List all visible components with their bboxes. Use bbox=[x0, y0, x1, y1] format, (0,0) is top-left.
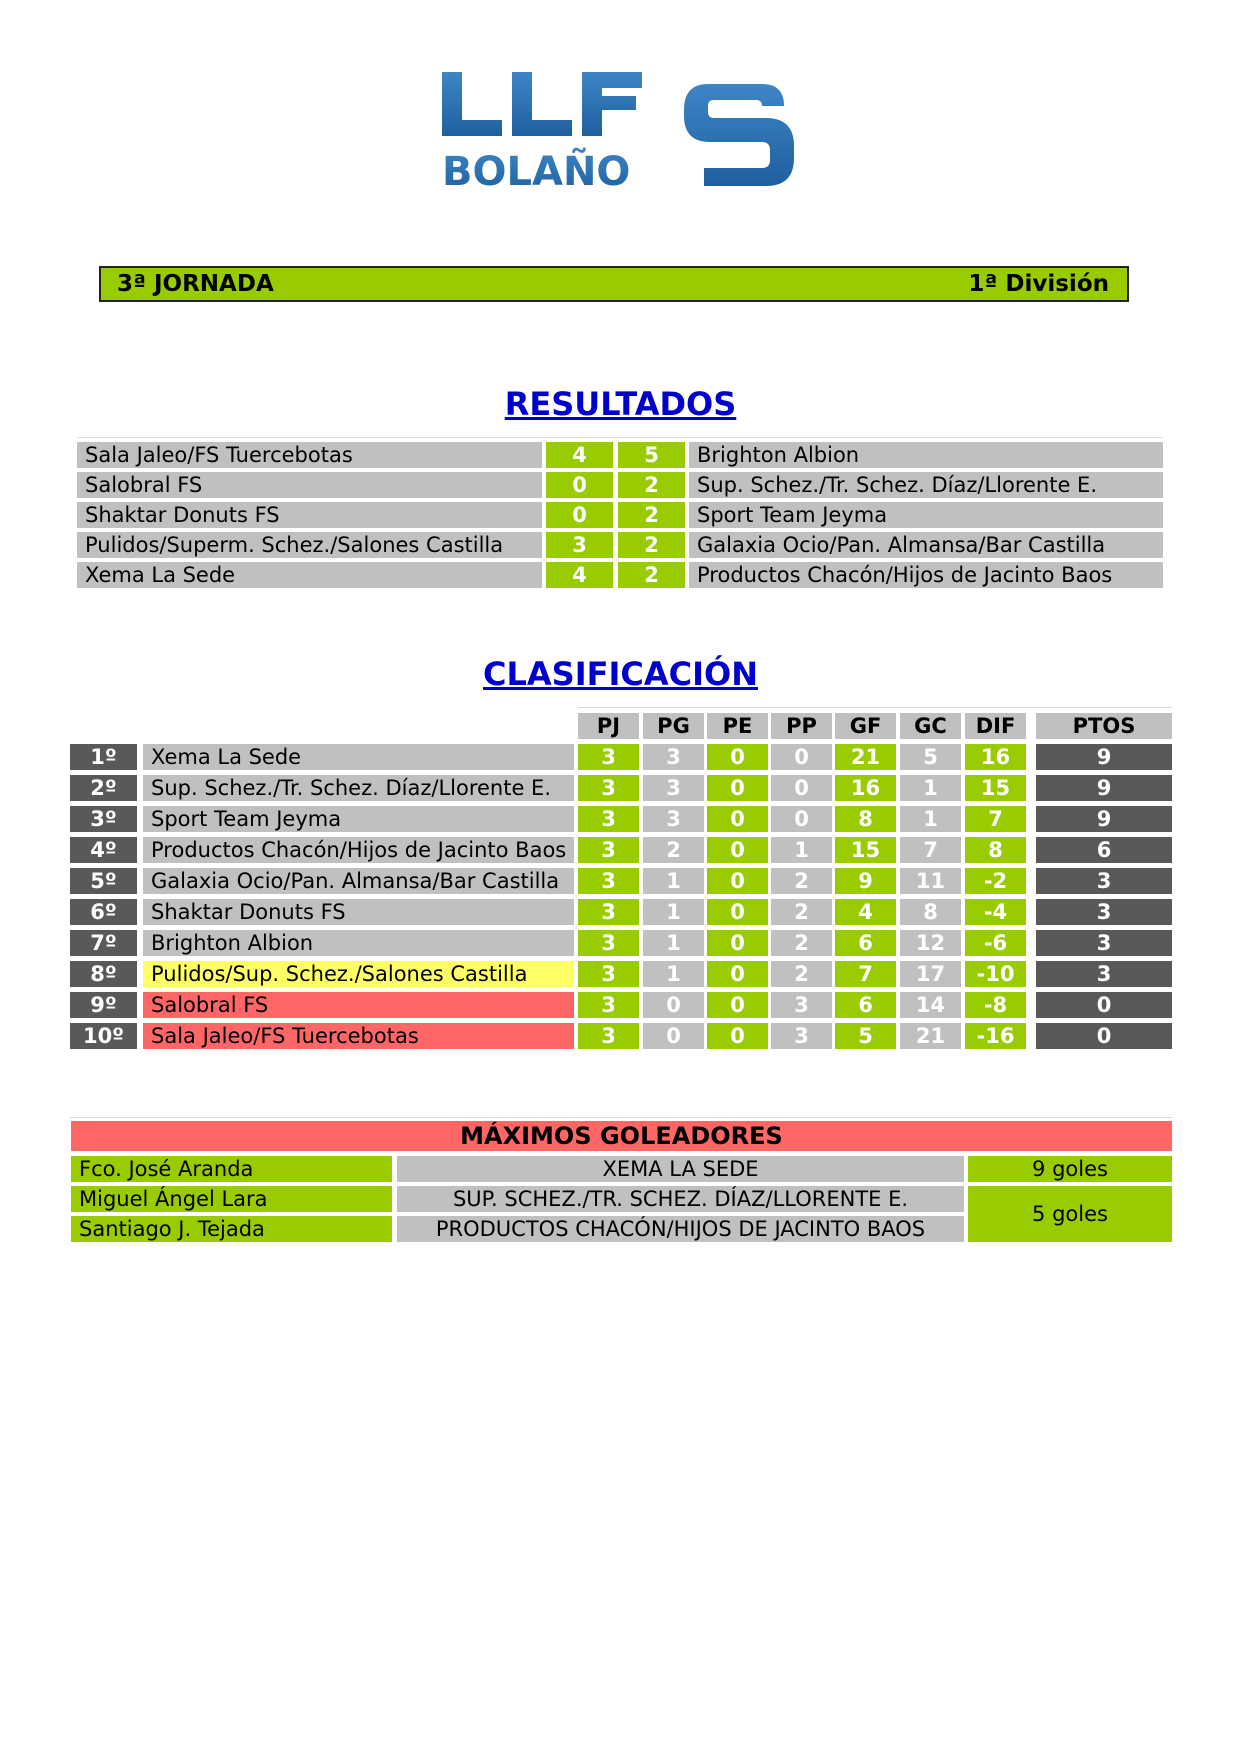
standing-pj: 3 bbox=[578, 1023, 639, 1049]
standing-pe: 0 bbox=[707, 899, 768, 925]
scorer-team: PRODUCTOS CHACÓN/HIJOS DE JACINTO BAOS bbox=[397, 1216, 964, 1242]
standing-pp: 2 bbox=[771, 961, 832, 987]
standing-dif: 16 bbox=[965, 744, 1026, 770]
standing-dif: 8 bbox=[965, 837, 1026, 863]
standing-dif: -6 bbox=[965, 930, 1026, 956]
standing-team: Pulidos/Sup. Schez./Salones Castilla bbox=[143, 961, 574, 987]
standing-pj: 3 bbox=[578, 961, 639, 987]
logo-subtitle: BOLAÑO bbox=[442, 149, 631, 190]
round-header-bar bbox=[99, 266, 1129, 302]
standing-pp: 0 bbox=[771, 775, 832, 801]
scorer-name: Miguel Ángel Lara bbox=[71, 1186, 392, 1212]
standing-pe: 0 bbox=[707, 806, 768, 832]
standing-position: 10º bbox=[70, 1023, 137, 1049]
standing-gf: 5 bbox=[835, 1023, 896, 1049]
scorer-goals: 9 goles bbox=[968, 1156, 1172, 1182]
standing-pj: 3 bbox=[578, 744, 639, 770]
standing-gc: 1 bbox=[900, 775, 961, 801]
standing-ptos: 3 bbox=[1036, 961, 1172, 987]
standing-pe: 0 bbox=[707, 837, 768, 863]
results-top-line bbox=[77, 437, 1163, 438]
standing-team: Sala Jaleo/FS Tuercebotas bbox=[143, 1023, 574, 1049]
standing-pg: 1 bbox=[643, 961, 704, 987]
standing-pe: 0 bbox=[707, 744, 768, 770]
standing-pg: 3 bbox=[643, 744, 704, 770]
scorer-team: SUP. SCHEZ./TR. SCHEZ. DÍAZ/LLORENTE E. bbox=[397, 1186, 964, 1212]
standing-pp: 3 bbox=[771, 992, 832, 1018]
standing-pj: 3 bbox=[578, 775, 639, 801]
standing-dif: 15 bbox=[965, 775, 1026, 801]
standing-ptos: 6 bbox=[1036, 837, 1172, 863]
column-header-dif: DIF bbox=[965, 713, 1026, 739]
standing-pp: 0 bbox=[771, 744, 832, 770]
result-away-team: Galaxia Ocio/Pan. Almansa/Bar Castilla bbox=[689, 532, 1163, 558]
standing-gf: 7 bbox=[835, 961, 896, 987]
scorers-title: MÁXIMOS GOLEADORES bbox=[71, 1121, 1172, 1151]
standing-gf: 6 bbox=[835, 992, 896, 1018]
standing-ptos: 3 bbox=[1036, 930, 1172, 956]
standing-position: 5º bbox=[70, 868, 137, 894]
standing-pg: 3 bbox=[643, 806, 704, 832]
standing-pj: 3 bbox=[578, 868, 639, 894]
standing-gf: 21 bbox=[835, 744, 896, 770]
standing-position: 9º bbox=[70, 992, 137, 1018]
result-away-goals: 5 bbox=[618, 442, 685, 468]
standing-pe: 0 bbox=[707, 1023, 768, 1049]
standing-pp: 2 bbox=[771, 899, 832, 925]
standing-pp: 1 bbox=[771, 837, 832, 863]
standing-gc: 14 bbox=[900, 992, 961, 1018]
result-away-goals: 2 bbox=[618, 562, 685, 588]
scorer-name: Fco. José Aranda bbox=[71, 1156, 392, 1182]
scorer-team: XEMA LA SEDE bbox=[397, 1156, 964, 1182]
result-away-goals: 2 bbox=[618, 502, 685, 528]
column-header-pe: PE bbox=[707, 713, 768, 739]
standing-pe: 0 bbox=[707, 930, 768, 956]
standing-pp: 3 bbox=[771, 1023, 832, 1049]
round-label: 3ª JORNADA bbox=[117, 271, 274, 297]
standing-dif: 7 bbox=[965, 806, 1026, 832]
standing-gc: 1 bbox=[900, 806, 961, 832]
standing-team: Sport Team Jeyma bbox=[143, 806, 574, 832]
standing-pg: 0 bbox=[643, 992, 704, 1018]
standing-pp: 2 bbox=[771, 868, 832, 894]
result-away-team: Productos Chacón/Hijos de Jacinto Baos bbox=[689, 562, 1163, 588]
standing-gf: 8 bbox=[835, 806, 896, 832]
standing-pg: 0 bbox=[643, 1023, 704, 1049]
standing-pj: 3 bbox=[578, 806, 639, 832]
standing-ptos: 3 bbox=[1036, 899, 1172, 925]
standing-pg: 1 bbox=[643, 899, 704, 925]
standing-gc: 17 bbox=[900, 961, 961, 987]
standing-position: 1º bbox=[70, 744, 137, 770]
scorer-goals: 5 goles bbox=[968, 1186, 1172, 1242]
column-header-ptos: PTOS bbox=[1036, 713, 1172, 739]
result-away-team: Brighton Albion bbox=[689, 442, 1163, 468]
result-away-goals: 2 bbox=[618, 472, 685, 498]
column-header-gf: GF bbox=[835, 713, 896, 739]
standing-dif: -16 bbox=[965, 1023, 1026, 1049]
results-title: RESULTADOS bbox=[504, 385, 737, 423]
llfs-bolano-logo bbox=[442, 70, 802, 190]
standing-dif: -4 bbox=[965, 899, 1026, 925]
standing-gf: 15 bbox=[835, 837, 896, 863]
column-header-pp: PP bbox=[771, 713, 832, 739]
result-home-goals: 3 bbox=[546, 532, 613, 558]
column-header-gc: GC bbox=[900, 713, 961, 739]
standing-pe: 0 bbox=[707, 775, 768, 801]
standing-team: Galaxia Ocio/Pan. Almansa/Bar Castilla bbox=[143, 868, 574, 894]
result-away-goals: 2 bbox=[618, 532, 685, 558]
standing-pp: 2 bbox=[771, 930, 832, 956]
standing-team: Xema La Sede bbox=[143, 744, 574, 770]
standing-position: 8º bbox=[70, 961, 137, 987]
result-away-team: Sup. Schez./Tr. Schez. Díaz/Llorente E. bbox=[689, 472, 1163, 498]
result-home-team: Sala Jaleo/FS Tuercebotas bbox=[77, 442, 542, 468]
standing-position: 7º bbox=[70, 930, 137, 956]
column-header-pj: PJ bbox=[578, 713, 639, 739]
standing-pe: 0 bbox=[707, 961, 768, 987]
result-home-goals: 4 bbox=[546, 442, 613, 468]
standing-gf: 4 bbox=[835, 899, 896, 925]
standing-pe: 0 bbox=[707, 868, 768, 894]
standings-top-line bbox=[578, 707, 1172, 708]
standing-ptos: 0 bbox=[1036, 1023, 1172, 1049]
standing-gc: 7 bbox=[900, 837, 961, 863]
column-header-pg: PG bbox=[643, 713, 704, 739]
result-home-team: Shaktar Donuts FS bbox=[77, 502, 542, 528]
standing-pp: 0 bbox=[771, 806, 832, 832]
standing-gc: 5 bbox=[900, 744, 961, 770]
standing-pj: 3 bbox=[578, 899, 639, 925]
standing-gc: 8 bbox=[900, 899, 961, 925]
standing-gc: 11 bbox=[900, 868, 961, 894]
standing-team: Productos Chacón/Hijos de Jacinto Baos bbox=[143, 837, 574, 863]
result-home-goals: 0 bbox=[546, 502, 613, 528]
standing-pg: 1 bbox=[643, 868, 704, 894]
standing-gf: 16 bbox=[835, 775, 896, 801]
standing-team: Brighton Albion bbox=[143, 930, 574, 956]
standing-pj: 3 bbox=[578, 837, 639, 863]
standing-ptos: 0 bbox=[1036, 992, 1172, 1018]
standing-gc: 21 bbox=[900, 1023, 961, 1049]
standing-pe: 0 bbox=[707, 992, 768, 1018]
standing-dif: -2 bbox=[965, 868, 1026, 894]
standing-pj: 3 bbox=[578, 992, 639, 1018]
standing-pg: 1 bbox=[643, 930, 704, 956]
result-home-goals: 0 bbox=[546, 472, 613, 498]
standing-position: 3º bbox=[70, 806, 137, 832]
result-home-goals: 4 bbox=[546, 562, 613, 588]
standing-pg: 2 bbox=[643, 837, 704, 863]
standing-ptos: 3 bbox=[1036, 868, 1172, 894]
scorer-name: Santiago J. Tejada bbox=[71, 1216, 392, 1242]
result-home-team: Xema La Sede bbox=[77, 562, 542, 588]
standing-gf: 9 bbox=[835, 868, 896, 894]
standing-position: 6º bbox=[70, 899, 137, 925]
result-home-team: Salobral FS bbox=[77, 472, 542, 498]
standing-pg: 3 bbox=[643, 775, 704, 801]
result-home-team: Pulidos/Superm. Schez./Salones Castilla bbox=[77, 532, 542, 558]
division-label: 1ª División bbox=[968, 271, 1109, 297]
standing-team: Sup. Schez./Tr. Schez. Díaz/Llorente E. bbox=[143, 775, 574, 801]
standing-dif: -10 bbox=[965, 961, 1026, 987]
standing-gf: 6 bbox=[835, 930, 896, 956]
result-away-team: Sport Team Jeyma bbox=[689, 502, 1163, 528]
standing-pj: 3 bbox=[578, 930, 639, 956]
standing-dif: -8 bbox=[965, 992, 1026, 1018]
scorers-top-line bbox=[70, 1117, 1172, 1118]
standing-team: Shaktar Donuts FS bbox=[143, 899, 574, 925]
standing-gc: 12 bbox=[900, 930, 961, 956]
standing-ptos: 9 bbox=[1036, 806, 1172, 832]
standing-position: 4º bbox=[70, 837, 137, 863]
standing-team: Salobral FS bbox=[143, 992, 574, 1018]
standing-ptos: 9 bbox=[1036, 744, 1172, 770]
standing-ptos: 9 bbox=[1036, 775, 1172, 801]
standings-title: CLASIFICACIÓN bbox=[483, 655, 758, 693]
standing-position: 2º bbox=[70, 775, 137, 801]
